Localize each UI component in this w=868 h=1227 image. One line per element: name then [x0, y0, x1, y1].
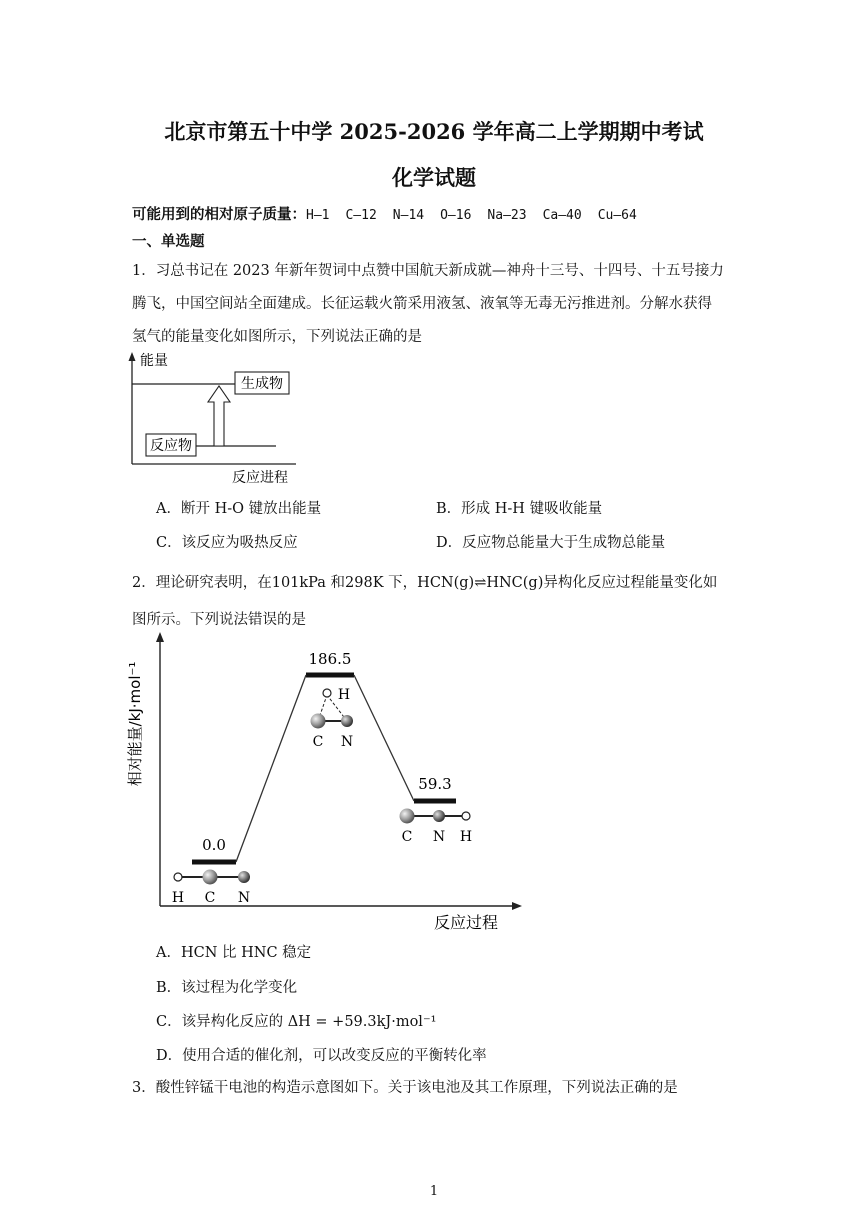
atom-label: C [401, 829, 413, 845]
atom-label: H [337, 687, 351, 703]
q2-value-label: 59.3 [418, 775, 452, 793]
q2-y-axis-arrow [156, 632, 164, 642]
q2-text-line2: 图所示。下列说法错误的是 [132, 612, 306, 628]
q2-x-label: 反应过程 [434, 913, 499, 932]
atom-label: C [204, 890, 216, 906]
q1-energy-diagram [118, 350, 318, 488]
atomic-mass-list [306, 207, 653, 223]
q1-y-axis-arrow [129, 352, 136, 361]
q1-text-line1: 1．习总书记在 2023 年新年贺词中点赞中国航天新成就—神舟十三号、十四号、十五号接力 [132, 263, 724, 279]
h-atom-icon [174, 873, 182, 881]
q2-path-2 [354, 675, 414, 801]
atomic-mass-item: Cu—64 [597, 208, 637, 223]
section-title: 一、单选题 [132, 233, 205, 250]
h-atom-icon [323, 689, 331, 697]
atomic-mass-item: O—16 [440, 208, 472, 223]
q2-text-line1 [132, 571, 717, 592]
atom-label: H [459, 829, 473, 845]
q1-up-arrow-icon [208, 386, 230, 446]
n-atom-icon [433, 810, 445, 822]
q1-text-line3: 氢气的能量变化如图所示，下列说法正确的是 [132, 329, 422, 345]
q2-option-a: A．HCN 比 HNC 稳定 [156, 945, 312, 961]
atom-label: N [340, 734, 354, 750]
q2-value-label: 0.0 [202, 836, 226, 854]
q2-equation: HCN(g)⇌HNC(g) [417, 575, 544, 591]
q2-option-b: B．该过程为化学变化 [156, 980, 298, 996]
exam-title: 北京市第五十中学 2025-2026 学年高二上学期期中考试 [164, 119, 704, 144]
q2-y-label: 相对能量/kJ·mol⁻¹ [126, 661, 144, 787]
q3-text-line1: 3．酸性锌锰干电池的构造示意图如下。关于该电池及其工作原理，下列说法正确的是 [132, 1080, 678, 1096]
exam-subtitle: 化学试题 [392, 165, 476, 190]
q1-option-b: B．形成 H-H 键吸收能量 [436, 501, 603, 517]
atomic-mass-item: N—14 [392, 208, 425, 223]
n-atom-icon [238, 871, 250, 883]
q2-path-1 [236, 675, 306, 862]
q2-value-label: 186.5 [308, 650, 352, 668]
q1-option-a: A．断开 H-O 键放出能量 [156, 501, 322, 517]
q2-option-c: C．该异构化反应的 ΔH = +59.3kJ·mol⁻¹ [156, 1014, 437, 1030]
atom-label: N [432, 829, 446, 845]
q2-intro: 2．理论研究表明，在101kPa 和298K 下， [132, 575, 418, 591]
q1-reactant-label: 反应物 [150, 438, 192, 454]
atom-label: C [312, 734, 324, 750]
q1-y-label: 能量 [140, 353, 168, 369]
c-atom-icon [203, 870, 218, 885]
q1-product-label: 生成物 [241, 376, 283, 392]
q1-text-line2: 腾飞，中国空间站全面建成。长征运载火箭采用液氢、液氧等无毒无污推进剂。分解水获得 [132, 296, 712, 312]
q1-option-d: D．反应物总能量大于生成物总能量 [436, 535, 666, 551]
atom-label: H [171, 890, 185, 906]
atomic-mass-item: C—12 [345, 208, 377, 223]
atomic-mass-label: 可能用到的相对原子质量： [132, 206, 306, 223]
q1-x-label: 反应进程 [232, 470, 288, 486]
q1-option-c: C．该反应为吸热反应 [156, 535, 298, 551]
atomic-mass-line [132, 203, 653, 224]
h-atom-icon [462, 812, 470, 820]
atomic-mass-item: H—1 [306, 208, 330, 223]
q2-energy-diagram [118, 628, 538, 938]
q2-intro-rest: 异构化反应过程能量变化如 [543, 575, 718, 591]
atomic-mass-item: Na—23 [487, 208, 527, 223]
atomic-mass-item: Ca—40 [542, 208, 582, 223]
c-atom-icon [311, 714, 326, 729]
atom-label: N [237, 890, 251, 906]
q2-x-axis-arrow [512, 902, 522, 910]
page-number: 1 [429, 1184, 439, 1199]
q2-option-d: D．使用合适的催化剂，可以改变反应的平衡转化率 [156, 1048, 487, 1064]
c-atom-icon [400, 809, 415, 824]
n-atom-icon [341, 715, 353, 727]
